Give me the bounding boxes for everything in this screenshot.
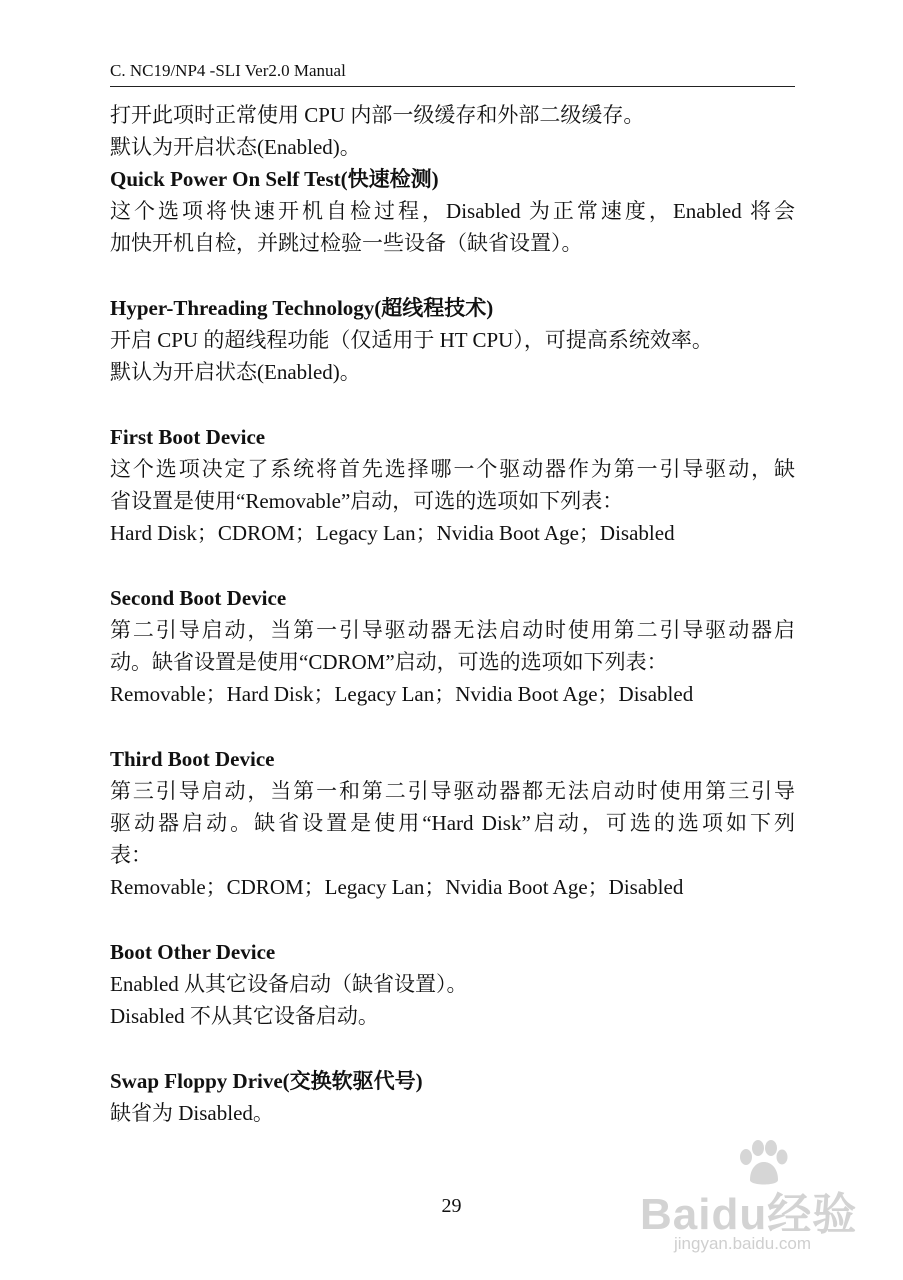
page-header: C. NC19/NP4 -SLI Ver2.0 Manual <box>110 61 346 80</box>
intro-line-2: 默认为开启状态(Enabled)。 <box>110 135 361 159</box>
first-boot-line-1: 这个选项决定了系统将首先选择哪一个驱动器作为第一引导驱动，缺 <box>110 457 795 481</box>
intro-line-1: 打开此项时正常使用 CPU 内部一级缓存和外部二级缓存。 <box>110 103 645 127</box>
second-boot-line-2: 动。缺省设置是使用“CDROM”启动，可选的选项如下列表： <box>110 650 668 674</box>
section-heading-first-boot: First Boot Device <box>110 425 266 449</box>
section-heading-hyper-threading: Hyper-Threading Technology(超线程技术) <box>110 296 494 320</box>
watermark <box>640 1140 880 1260</box>
second-boot-options: Removable；Hard Disk；Legacy Lan；Nvidia Boot Age；Disabled <box>110 682 694 706</box>
hyper-threading-line-2: 默认为开启状态(Enabled)。 <box>110 360 361 384</box>
boot-other-line-2: Disabled 不从其它设备启动。 <box>110 1004 379 1028</box>
hyper-threading-line-1: 开启 CPU 的超线程功能（仅适用于 HT CPU），可提高系统效率。 <box>110 328 713 352</box>
document-body <box>110 99 795 1129</box>
section-heading-quick-post: Quick Power On Self Test(快速检测) <box>110 167 439 191</box>
page-number: 29 <box>441 1195 462 1217</box>
watermark-brand: Baidu经验 <box>640 1190 858 1239</box>
third-boot-line-1: 第三引导启动，当第一和第二引导驱动器都无法启动时使用第三引导 <box>110 779 795 803</box>
section-heading-boot-other: Boot Other Device <box>110 940 276 964</box>
section-heading-third-boot: Third Boot Device <box>110 747 275 771</box>
quick-post-line-1: 这个选项将快速开机自检过程，Disabled 为正常速度，Enabled 将会 <box>110 199 795 223</box>
section-heading-second-boot: Second Boot Device <box>110 586 287 610</box>
third-boot-line-3: 表： <box>110 843 152 867</box>
swap-floppy-line-1: 缺省为 Disabled。 <box>110 1101 274 1125</box>
boot-other-line-1: Enabled 从其它设备启动（缺省设置）。 <box>110 972 468 996</box>
quick-post-line-2: 加快开机自检，并跳过检验一些设备（缺省设置）。 <box>110 231 583 255</box>
header-divider <box>110 86 795 87</box>
second-boot-line-1: 第二引导启动，当第一引导驱动器无法启动时使用第二引导驱动器启 <box>110 618 795 642</box>
first-boot-line-2: 省设置是使用“Removable”启动，可选的选项如下列表： <box>110 489 624 513</box>
first-boot-options: Hard Disk；CDROM；Legacy Lan；Nvidia Boot Age；Disabled <box>110 521 675 545</box>
section-heading-swap-floppy: Swap Floppy Drive(交换软驱代号) <box>110 1069 423 1093</box>
third-boot-line-2: 驱动器启动。缺省设置是使用“Hard Disk”启动，可选的选项如下列 <box>110 811 795 835</box>
watermark-url: jingyan.baidu.com <box>674 1234 812 1253</box>
third-boot-options: Removable；CDROM；Legacy Lan；Nvidia Boot Age；Disabled <box>110 875 684 899</box>
